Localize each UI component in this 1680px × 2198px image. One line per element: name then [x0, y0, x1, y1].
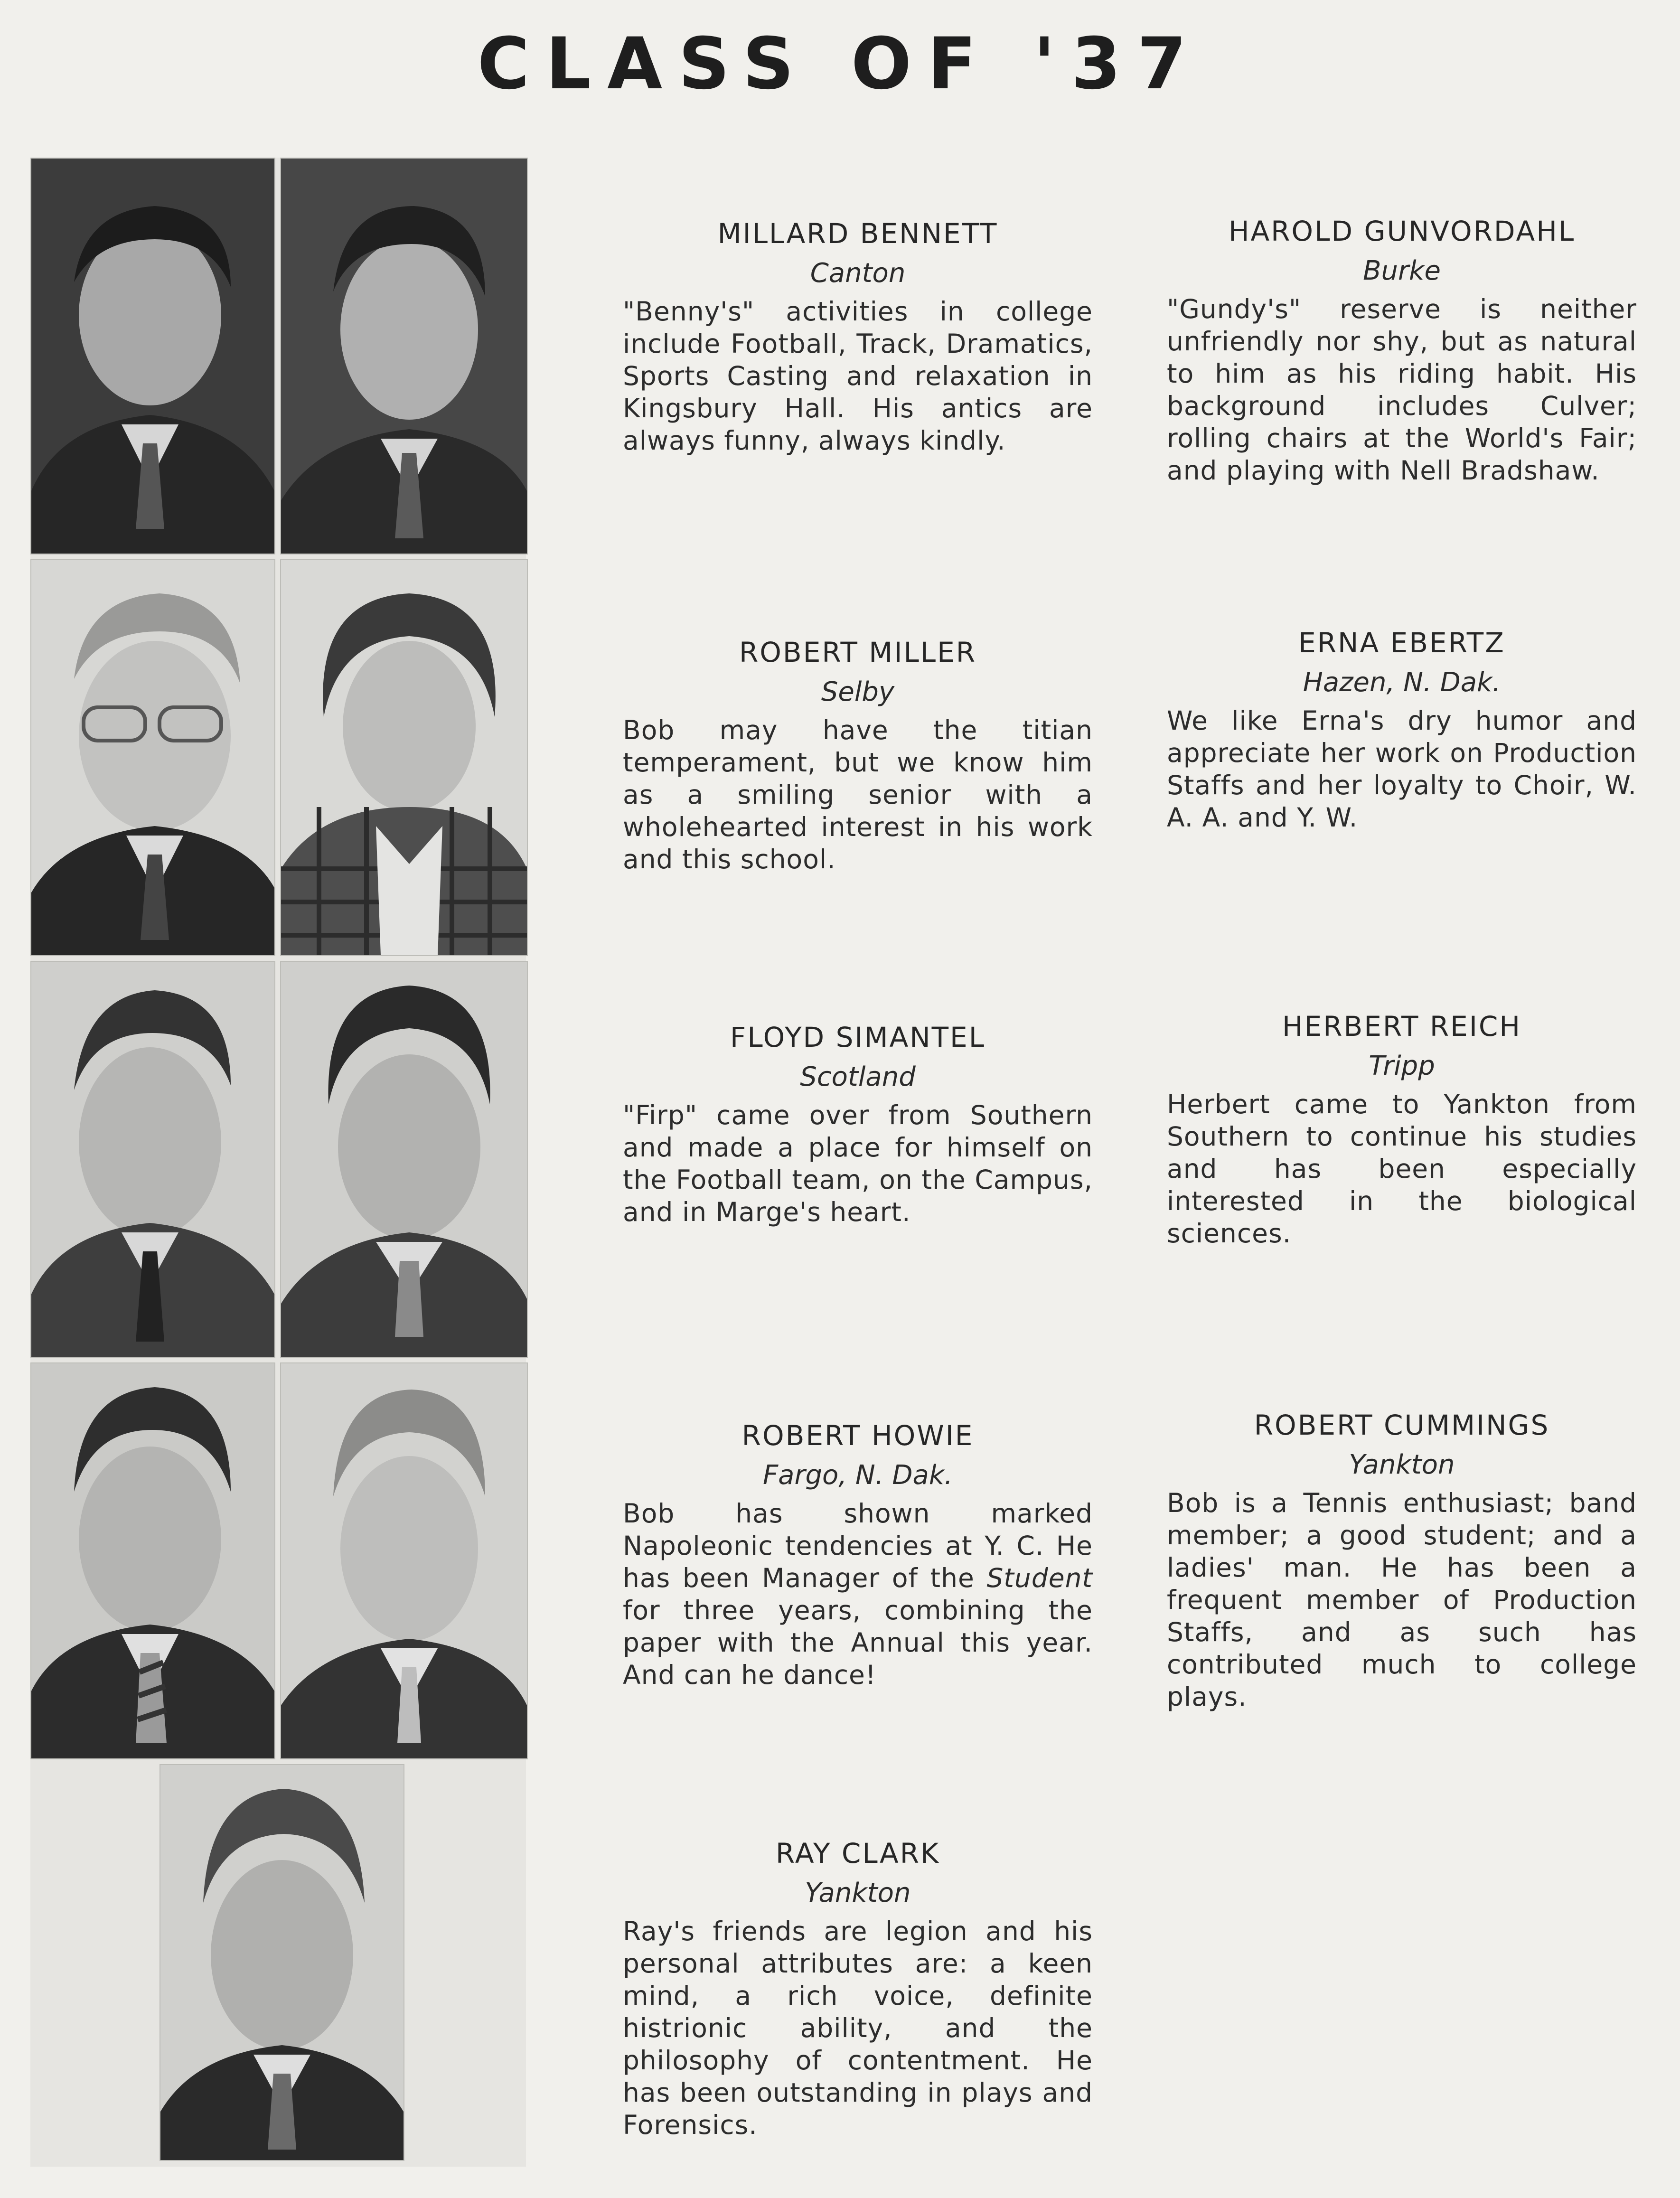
- senior-name: RAY CLARK: [775, 1837, 940, 1869]
- senior-bio: [623, 1497, 1093, 1691]
- portrait-robert-cummings: [280, 1362, 528, 1759]
- senior-hometown: Yankton: [805, 1878, 911, 1908]
- senior-hometown: Tripp: [1369, 1051, 1435, 1081]
- portrait-herbert-reich: [280, 961, 528, 1358]
- senior-bio: "Benny's" activities in college include Football, Track, Dramatics, Sports Casting and relaxation in Kingsbury Hall. His antics are always funny, always kindly.: [623, 296, 1093, 456]
- senior-bio: Herbert came to Yankton from Southern to continue his studies and has been especially interested in the biological sciences.: [1167, 1089, 1637, 1249]
- portrait-erna-ebertz: [280, 559, 528, 956]
- portrait-image: [31, 560, 274, 955]
- senior-name: MILLARD BENNETT: [717, 217, 998, 250]
- senior-name: ROBERT HOWIE: [741, 1419, 974, 1452]
- senior-profile-millard-bennett: [623, 214, 1093, 457]
- portrait-image: [281, 962, 527, 1357]
- senior-name: FLOYD SIMANTEL: [730, 1021, 986, 1053]
- senior-name: HERBERT REICH: [1282, 1010, 1522, 1043]
- senior-hometown: Hazen, N. Dak.: [1303, 667, 1501, 698]
- senior-bio-part: Bob has shown marked Napoleonic tendencies at Y. C. He has been Manager of the: [623, 1498, 1093, 1593]
- senior-hometown: Yankton: [1349, 1449, 1455, 1480]
- senior-hometown: Burke: [1363, 255, 1441, 286]
- senior-name: ERNA EBERTZ: [1298, 627, 1505, 659]
- portrait-column: [30, 158, 526, 2167]
- senior-profile-herbert-reich: [1167, 1006, 1637, 1249]
- senior-profile-robert-cummings: [1167, 1405, 1637, 1713]
- senior-name: ROBERT MILLER: [739, 636, 977, 668]
- portrait-image: [281, 560, 527, 955]
- student-newspaper-title: Student: [986, 1563, 1093, 1593]
- portrait-millard-bennett: [30, 158, 275, 554]
- senior-hometown: Canton: [810, 258, 906, 289]
- portrait-ray-clark: [160, 1764, 404, 2161]
- senior-profile-robert-miller: [623, 632, 1093, 875]
- portrait-image: [31, 159, 274, 554]
- portrait-image: [281, 159, 527, 554]
- senior-name: HAROLD GUNVORDAHL: [1228, 215, 1576, 247]
- senior-hometown: Fargo, N. Dak.: [762, 1460, 953, 1491]
- portrait-robert-miller: [30, 559, 275, 956]
- portrait-floyd-simantel: [30, 961, 275, 1358]
- portrait-harold-gunvordahl: [280, 158, 528, 554]
- senior-bio: "Gundy's" reserve is neither unfriendly nor shy, but as natural to him as his riding habit. His background includes Culver; rolling chairs at the World's Fair; and playing with Nell Bradshaw.: [1167, 294, 1637, 486]
- portrait-image: [31, 1363, 274, 1758]
- portrait-image: [160, 1765, 404, 2160]
- senior-bio-part: for three years, combining the paper with the Annual this year. And can he dance!: [623, 1595, 1093, 1690]
- senior-name: ROBERT CUMMINGS: [1254, 1409, 1550, 1441]
- senior-profile-robert-howie: [623, 1416, 1093, 1691]
- senior-profile-erna-ebertz: [1167, 623, 1637, 834]
- page-title: CLASS OF '37: [477, 23, 1203, 105]
- portrait-robert-howie: [30, 1362, 275, 1759]
- portrait-image: [31, 962, 274, 1357]
- senior-bio: "Firp" came over from Southern and made a place for himself on the Football team, on the Campus, and in Marge's heart.: [623, 1100, 1093, 1227]
- senior-bio: We like Erna's dry humor and appreciate her work on Production Staffs and her loyalty to Choir, W. A. A. and Y. W.: [1167, 705, 1637, 833]
- senior-profile-harold-gunvordahl: [1167, 211, 1637, 487]
- senior-bio: Ray's friends are legion and his personal attributes are: a keen mind, a rich voice, definite histrionic ability, and the philosophy of contentment. He has been outstanding in plays and Forensics.: [623, 1916, 1093, 2140]
- senior-bio: Bob is a Tennis enthusiast; band member; a good student; and a ladies' man. He has been a frequent member of Production Staffs, and as such has contributed much to college plays.: [1167, 1488, 1637, 1712]
- portrait-image: [281, 1363, 527, 1758]
- senior-profile-ray-clark: [623, 1833, 1093, 2141]
- senior-hometown: Selby: [821, 676, 895, 707]
- senior-profile-floyd-simantel: [623, 1017, 1093, 1228]
- senior-hometown: Scotland: [800, 1061, 916, 1092]
- senior-bio: Bob may have the titian temperament, but we know him as a smiling senior with a wholehearted interest in his work and this school.: [623, 715, 1093, 874]
